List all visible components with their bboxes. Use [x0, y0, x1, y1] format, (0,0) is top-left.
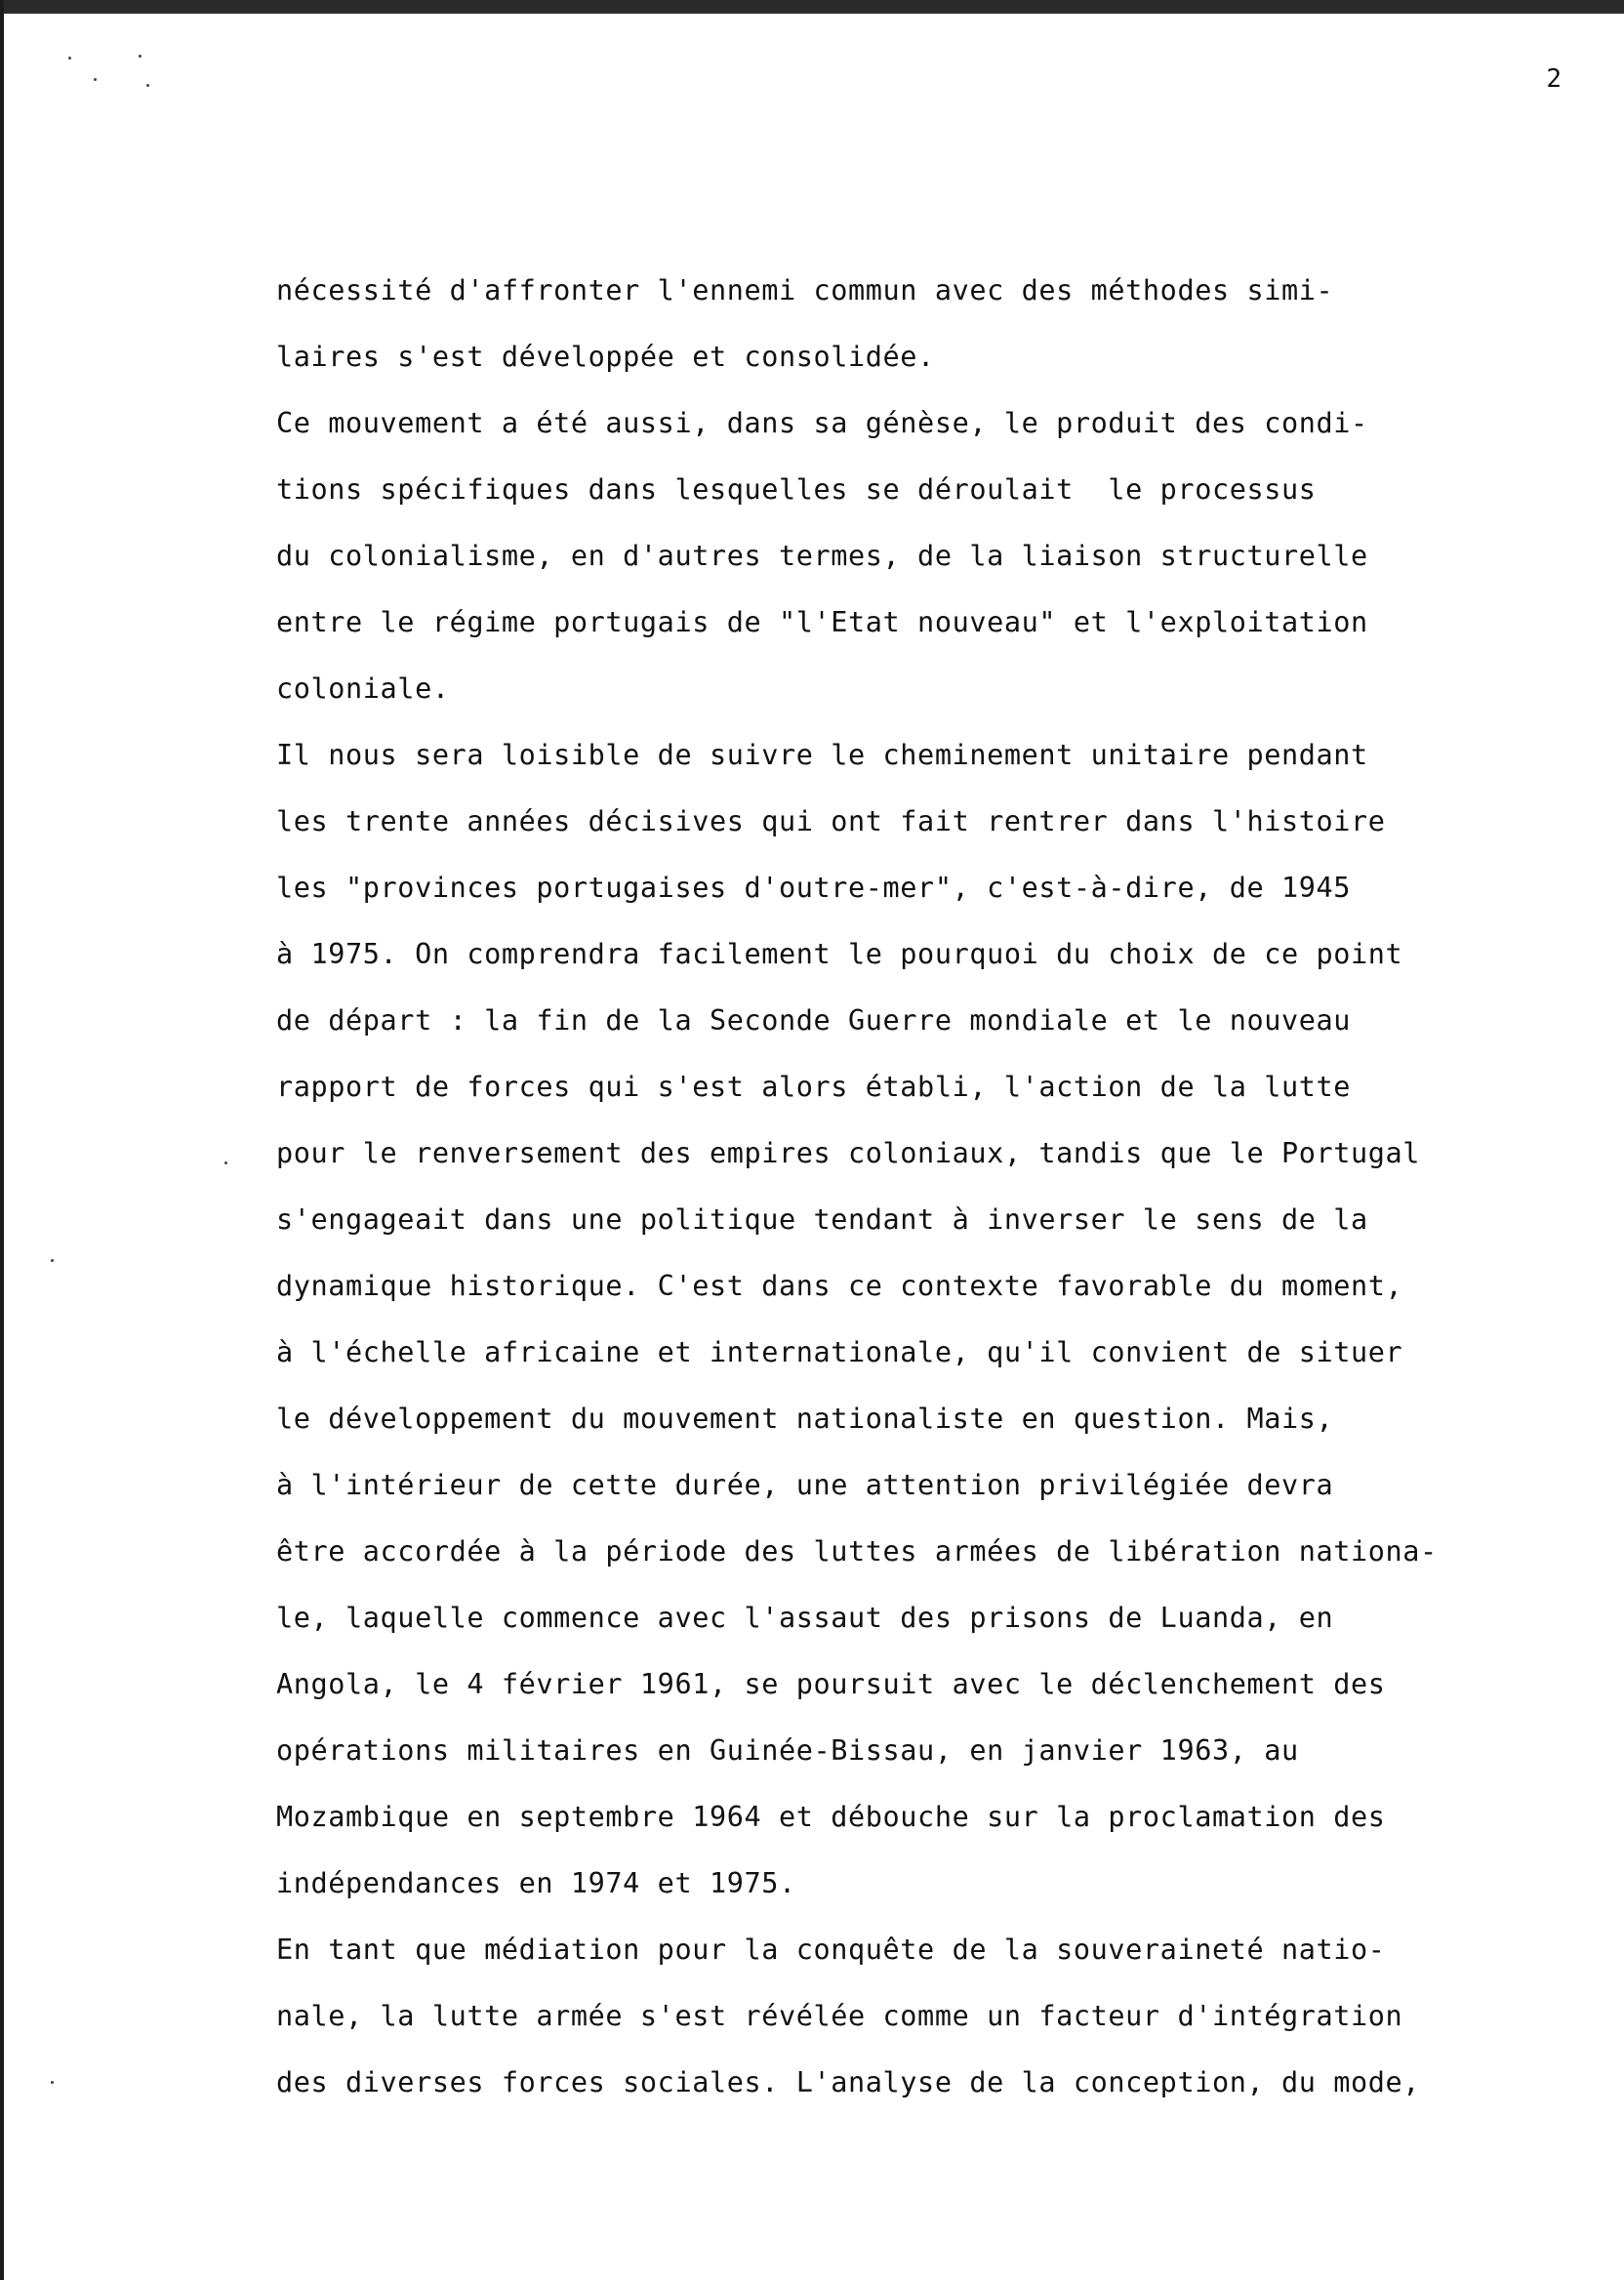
text-line: des diverses forces sociales. L'analyse de la conception, du mode,: [276, 2066, 1421, 2098]
text-line: pour le renversement des empires coloniaux, tandis que le Portugal: [276, 1137, 1421, 1169]
text-line: rapport de forces qui s'est alors établi, l'action de la lutte: [276, 1071, 1352, 1103]
scan-speck: [51, 2081, 54, 2084]
text-line: Mozambique en septembre 1964 et débouche sur la proclamation des: [276, 1801, 1386, 1833]
text-line: opérations militaires en Guinée-Bissau, en janvier 1963, au: [276, 1734, 1299, 1767]
text-line: Il nous sera loisible de suivre le cheminement unitaire pendant: [276, 739, 1368, 771]
text-line: de départ : la fin de la Seconde Guerre mondiale et le nouveau: [276, 1004, 1352, 1037]
text-line: le développement du mouvement nationaliste en question. Mais,: [276, 1403, 1334, 1435]
text-line: les trente années décisives qui ont fait rentrer dans l'histoire: [276, 805, 1386, 837]
text-line: à l'échelle africaine et internationale, qu'il convient de situer: [276, 1336, 1403, 1368]
page-number: 2: [1546, 64, 1562, 94]
scan-speck: [94, 78, 97, 81]
text-line: indépendances en 1974 et 1975.: [276, 1867, 796, 1899]
scan-speck: [139, 55, 142, 58]
text-line: entre le régime portugais de "l'Etat nouveau" et l'exploitation: [276, 606, 1368, 638]
text-line: être accordée à la période des luttes armées de libération nationa-: [276, 1535, 1438, 1568]
text-line: à 1975. On comprendra facilement le pourquoi du choix de ce point: [276, 938, 1403, 970]
text-line: dynamique historique. C'est dans ce contexte favorable du moment,: [276, 1270, 1403, 1302]
text-line: les "provinces portugaises d'outre-mer", c'est-à-dire, de 1945: [276, 872, 1352, 904]
text-line: à l'intérieur de cette durée, une attention privilégiée devra: [276, 1469, 1334, 1501]
text-line: nale, la lutte armée s'est révélée comme un facteur d'intégration: [276, 2000, 1403, 2032]
scan-speck: [224, 1161, 227, 1164]
scan-speck: [51, 1259, 54, 1262]
scan-speck: [146, 84, 149, 87]
text-line: laires s'est développée et consolidée.: [276, 341, 935, 373]
text-line: Ce mouvement a été aussi, dans sa génèse, le produit des condi-: [276, 407, 1368, 439]
scan-top-edge: [0, 0, 1624, 14]
body-text: [276, 258, 1584, 2116]
text-line: s'engageait dans une politique tendant à inverser le sens de la: [276, 1203, 1368, 1236]
text-line: du colonialisme, en d'autres termes, de la liaison structurelle: [276, 540, 1368, 572]
text-line: le, laquelle commence avec l'assaut des prisons de Luanda, en: [276, 1602, 1334, 1634]
text-line: En tant que médiation pour la conquête de la souveraineté natio-: [276, 1934, 1386, 1966]
text-line: tions spécifiques dans lesquelles se déroulait le processus: [276, 473, 1317, 506]
scan-speck: [68, 57, 71, 60]
scan-left-edge: [0, 0, 4, 2280]
text-line: nécessité d'affronter l'ennemi commun avec des méthodes simi-: [276, 274, 1334, 306]
text-line: coloniale.: [276, 672, 450, 705]
text-line: Angola, le 4 février 1961, se poursuit avec le déclenchement des: [276, 1668, 1386, 1700]
